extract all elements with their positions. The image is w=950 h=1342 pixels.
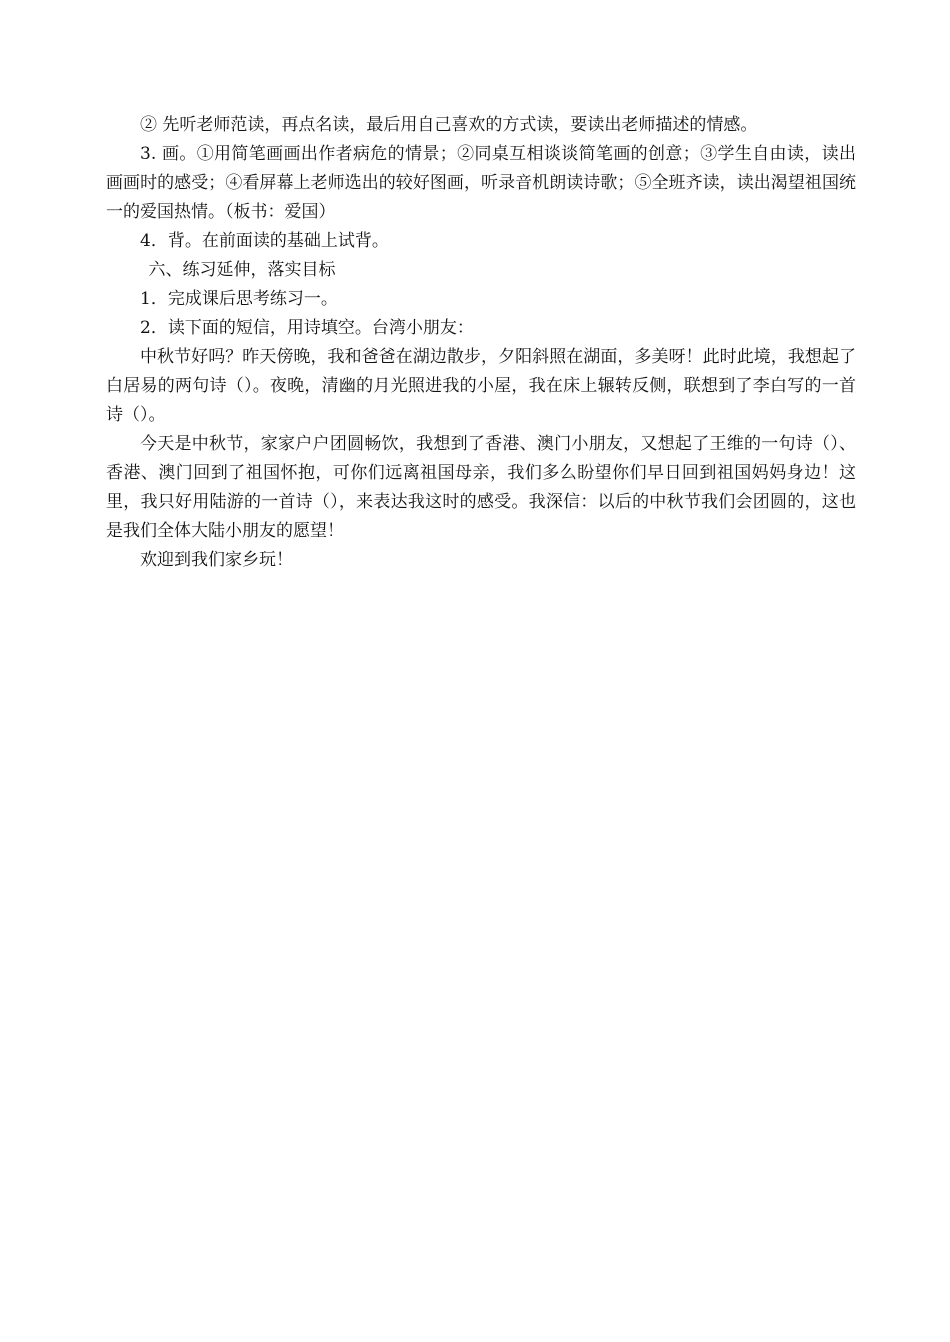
paragraph-letter-1: 中秋节好吗？昨天傍晚，我和爸爸在湖边散步，夕阳斜照在湖面，多美呀！此时此境，我想起了白居易的两句诗（）。夜晚，清幽的月光照进我的小屋，我在床上辗转反侧，联想到了李白写的一首诗（）。	[106, 347, 856, 425]
paragraph-exercise-1: 1．完成课后思考练习一。	[140, 289, 338, 309]
paragraph-drawing-step: 3. 画。①用简笔画画出作者病危的情景；②同桌互相谈谈简笔画的创意；③学生自由读，读出画画时的感受；④看屏幕上老师选出的较好图画，听录音机朗读诗歌；⑤全班齐读，读出渴望祖国统一的爱国热情。（板书：爱国）	[106, 144, 856, 222]
paragraph-reading-method: ② 先听老师范读，再点名读，最后用自己喜欢的方式读，要读出老师描述的情感。	[140, 115, 758, 135]
section-heading-practice: 六、练习延伸，落实目标	[148, 260, 336, 280]
paragraph-letter-closing: 欢迎到我们家乡玩！	[140, 550, 293, 570]
document-body	[106, 111, 856, 575]
paragraph-exercise-2: 2．读下面的短信，用诗填空。台湾小朋友：	[140, 318, 474, 338]
paragraph-recite-step: 4．背。在前面读的基础上试背。	[140, 231, 389, 251]
paragraph-letter-2: 今天是中秋节，家家户户团圆畅饮，我想到了香港、澳门小朋友，又想起了王维的一句诗（）、香港、澳门回到了祖国怀抱，可你们远离祖国母亲，我们多么盼望你们早日回到祖国妈妈身边！这里，我只好用陆游的一首诗（），来表达我这时的感受。我深信：以后的中秋节我们会团圆的，这也是我们全体大陆小朋友的愿望！	[106, 434, 856, 541]
